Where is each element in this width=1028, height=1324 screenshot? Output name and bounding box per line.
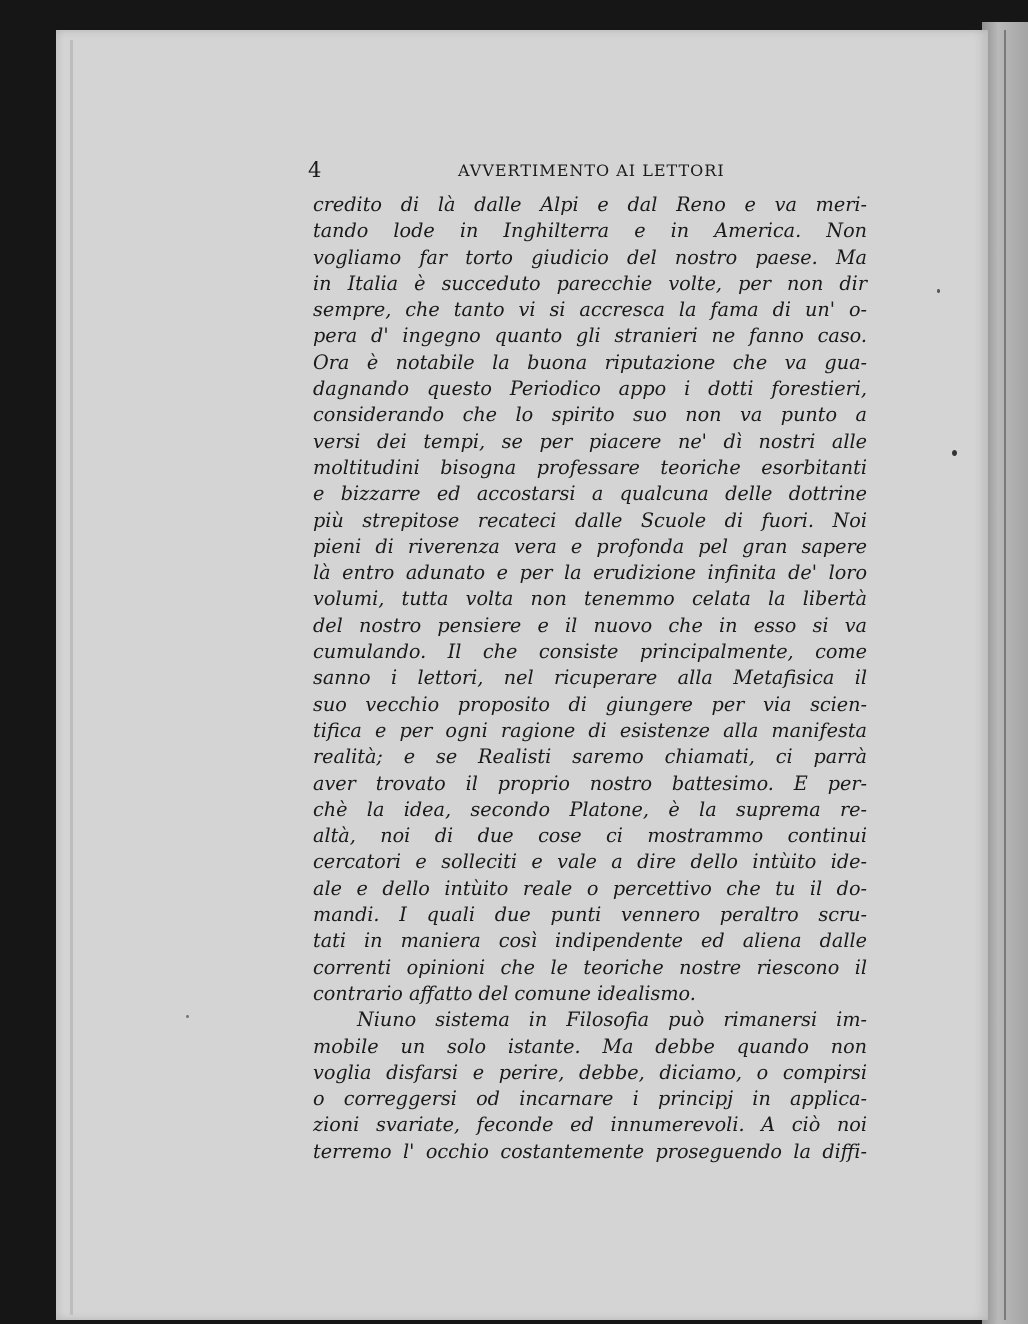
facing-page-fold (1004, 30, 1006, 1320)
text-line: terremo l' occhio costantemente proseguendo la diffi- (313, 1139, 867, 1163)
text-line: cercatori e solleciti e vale a dire dello intùito ide- (313, 850, 867, 874)
text-line: Ora è notabile la buona riputazione che va gua- (313, 350, 867, 374)
paragraph-first-line: Niuno sistema in Filosofia può rimanersi im- (357, 1008, 867, 1032)
text-line: correnti opinioni che le teoriche nostre riescono il (313, 955, 867, 979)
text-line: e bizzarre ed accostarsi a qualcuna delle dottrine (313, 482, 867, 506)
page-header (308, 158, 868, 188)
text-line: zioni svariate, feconde ed innumerevoli. A ciò noi (313, 1113, 867, 1137)
body-text (313, 192, 867, 1165)
text-line: suo vecchio proposito di giungere per via scien- (313, 692, 867, 716)
text-line: aver trovato il proprio nostro battesimo. E per- (313, 771, 867, 795)
paper-speck (952, 450, 957, 456)
text-line: credito di là dalle Alpi e dal Reno e va meri- (313, 193, 867, 216)
text-line: in Italia è succeduto parecchie volte, per non dir (313, 271, 867, 295)
text-line: tando lode in Inghilterra e in America. Non (313, 219, 867, 243)
text-line: realità; e se Realisti saremo chiamati, ci parrà (313, 745, 867, 769)
text-line: tifica e per ogni ragione di esistenze alla manifesta (313, 718, 867, 742)
page-number: 4 (308, 158, 322, 182)
page-inner-edge (70, 40, 73, 1315)
text-line: sanno i lettori, nel ricuperare alla Metafisica il (313, 666, 867, 690)
text-line: voglia disfarsi e perire, debbe, diciamo, o compirsi (313, 1060, 867, 1084)
text-line: là entro adunato e per la erudizione infinita de' loro (313, 561, 867, 585)
text-line: mobile un solo istante. Ma debbe quando non (313, 1034, 867, 1058)
text-line: considerando che lo spirito suo non va punto a (313, 403, 867, 427)
text-line: o correggersi od incarnare i principj in applica- (313, 1087, 867, 1111)
text-line: chè la idea, secondo Platone, è la suprema re- (313, 797, 867, 821)
text-line: tati in maniera così indipendente ed aliena dalle (313, 929, 867, 953)
text-line: moltitudini bisogna professare teoriche esorbitanti (313, 455, 867, 479)
text-line: cumulando. Il che consiste principalmente, come (313, 640, 867, 664)
text-line: altà, noi di due cose ci mostrammo continui (313, 824, 867, 848)
paragraph-last-line: contrario affatto del comune idealismo. (313, 981, 696, 1005)
text-line: più strepitose recateci dalle Scuole di fuori. Noi (313, 508, 867, 532)
text-line: versi dei tempi, se per piacere ne' dì nostri alle (313, 429, 867, 453)
text-line: pera d' ingegno quanto gli stranieri ne fanno caso. (313, 324, 867, 348)
text-line: ale e dello intùito reale o percettivo che tu il do- (313, 876, 867, 900)
text-line: pieni di riverenza vera e profonda pel gran sapere (313, 534, 867, 558)
text-line: mandi. I quali due punti vennero peraltro scru- (313, 903, 867, 927)
paper-speck (937, 289, 940, 293)
text-line: volumi, tutta volta non tenemmo celata la libertà (313, 587, 867, 611)
text-line: sempre, che tanto vi si accresca la fama di un' o- (313, 298, 867, 322)
paper-speck (186, 1015, 189, 1018)
text-line: del nostro pensiere e il nuovo che in esso si va (313, 613, 867, 637)
running-head: AVVERTIMENTO AI LETTORI (458, 161, 725, 180)
text-line: dagnando questo Periodico appo i dotti forestieri, (313, 377, 867, 401)
text-line: vogliamo far torto giudicio del nostro paese. Ma (313, 245, 867, 269)
